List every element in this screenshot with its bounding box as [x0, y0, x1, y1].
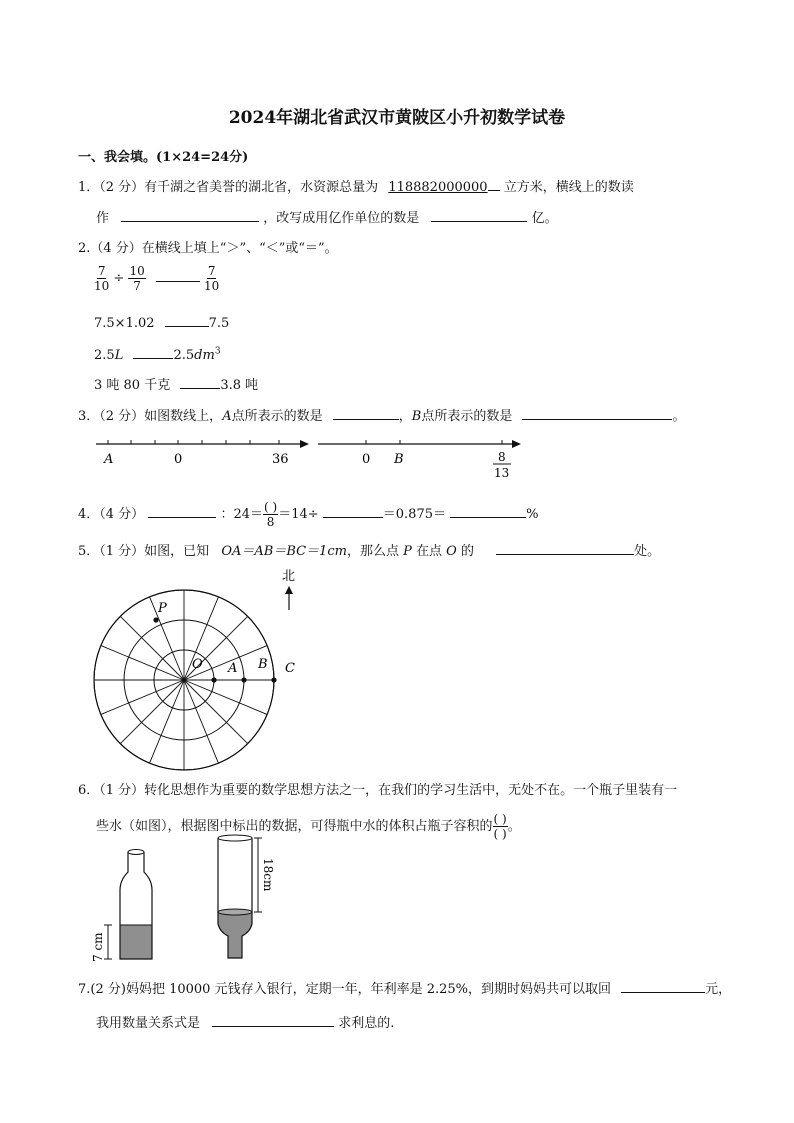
- bottle-inverted-body: [218, 838, 252, 912]
- q3-text-a: 3．（2 分）如图数线上，: [78, 409, 223, 424]
- q1-text-c: 作: [96, 211, 110, 226]
- q3-period: 。: [672, 409, 686, 424]
- line2-frac-num: 8: [498, 450, 506, 464]
- q2-row3-exp: 3: [214, 346, 221, 357]
- label-c: C: [285, 661, 295, 676]
- q2-row4-right: 3.8 吨: [220, 378, 259, 393]
- q2-frac3-den: 10: [204, 279, 220, 293]
- line2-label-b: B: [394, 452, 404, 467]
- q7-text-b: 元，: [705, 982, 732, 997]
- q6-line1: 6．（1 分）转化思想作为重要的数学思想方法之一，在我们的学习生活中，无处不在。一个瓶子里装有一: [78, 783, 678, 798]
- page-title: 2024年湖北省武汉市黄陂区小升初数学试卷: [228, 108, 566, 128]
- q5-text-b: ，那么点: [346, 544, 399, 559]
- bottle-water-upright: [120, 925, 152, 959]
- q2-row4-left: 3 吨 80 千克: [94, 378, 171, 393]
- q5-text-d: 的: [460, 544, 474, 559]
- q7-text-d: 求利息的.: [338, 1016, 395, 1031]
- q6-frac-den: ( ): [493, 827, 507, 841]
- section-heading: 一、我会填。(1×24=24分): [78, 150, 249, 165]
- q5-text-e: 处。: [634, 544, 661, 559]
- q1-text-b: 立方米，横线上的数读: [503, 180, 634, 195]
- q1-text-a: 1．（2 分）有千湖之省美誉的湖北省，水资源总量为: [78, 180, 379, 195]
- q5-point-p: P: [403, 544, 412, 559]
- q6-frac-num: ( ): [493, 812, 507, 826]
- q2-row2-left: 7.5×1.02: [94, 316, 155, 331]
- q2-frac1-num: 7: [97, 264, 106, 278]
- label-a: A: [228, 661, 238, 676]
- label-o: O: [192, 657, 203, 672]
- q1-text-e: 亿。: [531, 211, 558, 226]
- q4-frac-num: ( ): [264, 500, 278, 514]
- label-18cm: 18cm: [261, 858, 275, 892]
- q2-row3-num2: 2.5: [173, 348, 195, 363]
- q3-point-a: A: [222, 409, 232, 424]
- q2-row3-unit: L: [114, 348, 124, 363]
- q2-div-sign: ÷: [113, 271, 125, 286]
- q2-frac3-num: 7: [207, 264, 216, 278]
- q3-text-f: 点所表示的数是: [421, 409, 513, 424]
- q4-text-b: ：24＝: [220, 507, 264, 522]
- line1-label-a: A: [104, 452, 114, 467]
- label-p: P: [158, 601, 167, 616]
- label-7cm: 7 cm: [91, 932, 105, 962]
- line2-label-zero: 0: [362, 452, 371, 467]
- q5-text-a: 5．（1 分）如图，已知: [78, 544, 210, 559]
- q7-line2: [96, 1012, 394, 1031]
- bottle-upright-mouth: [128, 850, 144, 855]
- q7-line1: [78, 978, 731, 997]
- q2-row2-right: 7.5: [208, 316, 230, 331]
- q2-frac1-den: 10: [94, 279, 110, 293]
- q7-text-c: 我用数量关系式是: [96, 1016, 201, 1031]
- q3-point-b: B: [411, 409, 422, 424]
- q2-row3-num: 2.5: [94, 348, 115, 363]
- line1-label-zero: 0: [174, 452, 183, 467]
- q2-frac2-num: 10: [129, 264, 145, 278]
- q4-text-c: ＝14÷: [278, 507, 319, 522]
- q7-blank-amount[interactable]: [621, 978, 705, 993]
- q5-text-c: 在点: [415, 544, 442, 559]
- q4-text-a: 4．（4 分）: [78, 507, 145, 522]
- line1-label-36: 36: [272, 452, 289, 467]
- q7-text-a: 7.(2 分)妈妈把 10000 元钱存入银行，定期一年，年利率是 2.25%，到期时妈妈共可以取回: [78, 982, 612, 997]
- q3-text-c: 点所表示的数是: [231, 409, 323, 424]
- q3-comma: ，: [398, 409, 412, 424]
- bottle-inverted-bottom: [218, 835, 252, 841]
- q2-frac2-den: 7: [133, 279, 141, 293]
- q2-row3-unit2: dm: [194, 348, 215, 363]
- north-label: 北: [282, 569, 296, 584]
- q7-blank-formula[interactable]: [212, 1012, 334, 1027]
- label-b: B: [258, 657, 268, 672]
- q5-equation: OA＝AB＝BC＝1cm: [221, 544, 347, 559]
- q4-frac-den: 8: [266, 515, 275, 529]
- q6-text-b: 些水（如图），根据图中标出的数据，可得瓶中水的体积占瓶子容积的: [96, 819, 493, 834]
- q1-text-d: ，改写成用亿作单位的数是: [263, 211, 420, 226]
- bottle-inverted-water: [218, 912, 252, 958]
- line2-frac-den: 13: [494, 466, 510, 480]
- q5-point-o: O: [446, 544, 457, 559]
- q4-text-d: ＝0.875＝: [382, 507, 446, 522]
- q4-percent: %: [526, 507, 539, 522]
- q6-period: 。: [507, 819, 521, 834]
- bottle-inverted-waterline: [218, 909, 252, 915]
- q2-heading: 2.（4 分）在横线上填上“＞”、“＜”或“＝”。: [78, 241, 338, 256]
- q1-value: 118882000000: [388, 180, 488, 195]
